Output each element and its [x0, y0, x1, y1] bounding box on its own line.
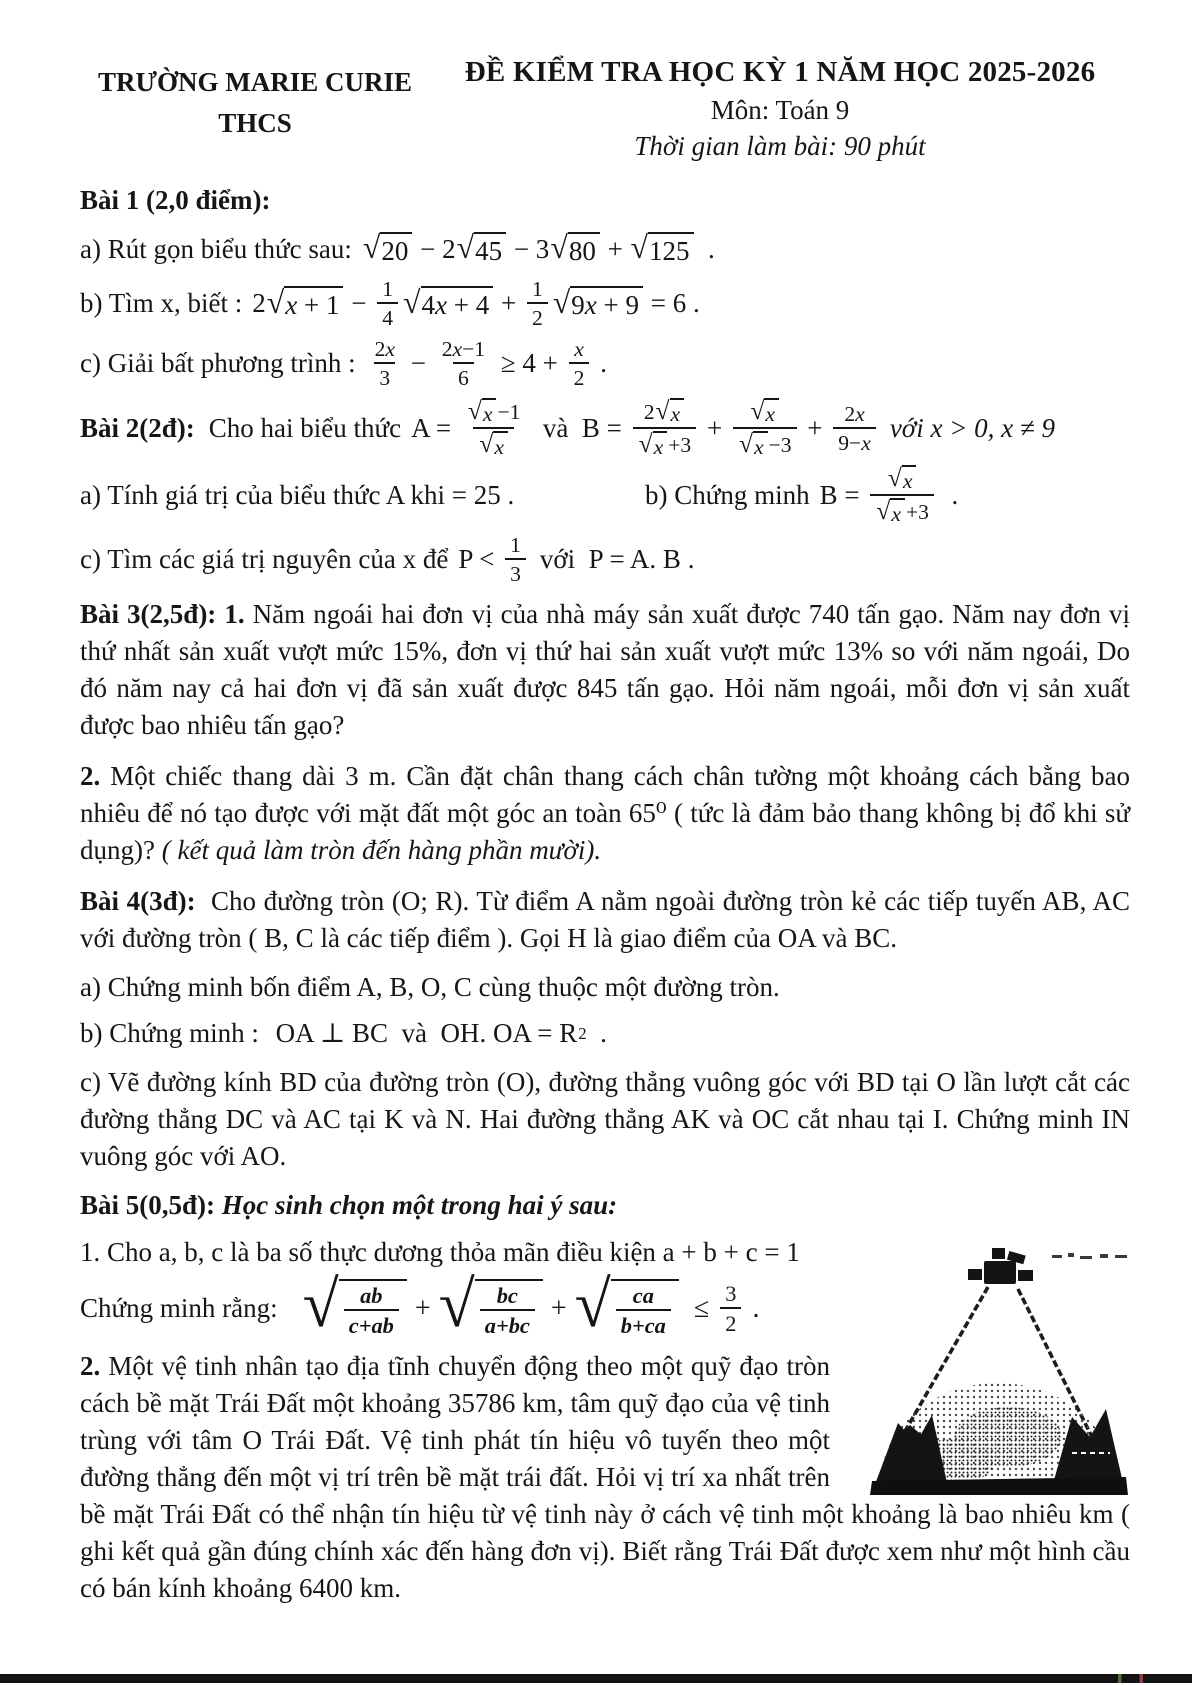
- problem-5-item-1: 1. Cho a, b, c là ba số thực dương thỏa mãn điều kiện a + b + c = 1: [80, 1236, 800, 1267]
- item-2-text: Một vệ tinh nhân tạo địa tĩnh chuyển động theo một quỹ đạo tròn cách bề mặt Trái Đất một khoảng 35786 km, tâm quỹ đạo của vệ tinh trùng với tâm O Trái Đất. Vệ tinh phát tín hiệu vô tuyến theo một đường thẳng đến một vị trí trên bề mặt trái đất. Hỏi vị trí xa nhất trên bề mặt Trái Đất có thể nhận tín hiệu từ vệ tinh này ở cách vệ tinh một khoảng là bao nhiêu km ( ghi kết quả gần đúng chính xác đến hàng đơn vị). Biết rằng Trái Đất được xem như một hình cầu có bán kính khoảng 6400 km.: [80, 1351, 1130, 1604]
- satellite-earth-illustration: [858, 1239, 1140, 1501]
- problem-2-number: Bài 2(2đ):: [80, 413, 195, 444]
- problem-4-heading: [80, 883, 1130, 957]
- subject-line: Môn: Toán 9: [710, 95, 850, 126]
- problem-1-item-a: [80, 227, 1130, 271]
- math-expression-2: A = √ x −1 √ x và B = 2 √ x √ x +3 + √ x √ x −3 + 2 x 9− x: [411, 398, 880, 459]
- problem-2-item-c: [80, 533, 1130, 586]
- item-c-label: c) Giải bất phương trình :: [80, 347, 356, 378]
- problem-3: [80, 596, 1130, 869]
- problem-1-item-b: [80, 277, 1130, 330]
- school-block: [80, 54, 430, 143]
- problem-4-item-c: c) Vẽ đường kính BD của đường tròn (O), đường thẳng vuông góc với BD tại O lần lượt cắt các đường thẳng DC và AC tại K và N. Hai đường thẳng AK và OC cắt nhau tại I. Chứng minh IN vuông góc với AO.: [80, 1066, 1130, 1171]
- problem-2-condition: với x > 0, x ≠ 9: [889, 413, 1055, 444]
- problem-5-heading: [80, 1187, 1130, 1224]
- problem-3-text: Năm ngoái hai đơn vị của nhà máy sản xuất được 740 tấn gạo. Năm nay đơn vị thứ nhất sản xuất vượt mức 15%, đơn vị thứ hai sản xuất vượt mức 13% so với năm ngoái, Do đó năm nay cả hai đơn vị đã sản xuất được 845 tấn gạo. Hỏi năm ngoái, mỗi đơn vị sản xuất được bao nhiêu tấn gạo?: [80, 598, 1131, 740]
- item-b-label: b) Chứng minh: [645, 480, 810, 511]
- exam-title: ĐỀ KIỂM TRA HỌC KỲ 1 NĂM HỌC 2025-2026: [464, 56, 1096, 88]
- item-c-post: với P = A. B .: [539, 543, 695, 574]
- problem-3-number: Bài 3(2,5đ): 1.: [80, 598, 245, 629]
- problem-4-number: Bài 4(3đ):: [80, 885, 196, 916]
- math-expression-2b: B = √ x √ x +3 .: [819, 462, 959, 527]
- problem-1-heading: Bài 1 (2,0 điểm):: [80, 185, 271, 216]
- scan-speckles: [1028, 1253, 1127, 1277]
- math-expression-1c: 2 x 3 − 2 x −1 6 ≥ 4 + $\frac{x}{2}$ .: [374, 336, 607, 390]
- part-2-text: Một chiếc thang dài 3 m. Cần đặt chân thang cách chân tường một khoảng cách bằng bao nhiêu để nó tạo được với mặt đất một góc an toàn 65⁰ ( tức là đảm bảo thang không bị đổ khi sử dụng)?: [80, 760, 1131, 865]
- math-expression-4b: OA ⊥ BC và OH. OA = R 2 .: [275, 1018, 607, 1049]
- title-block: [430, 54, 1130, 162]
- problem-4-item-b: [80, 1012, 1130, 1056]
- problem-2-items-ab: [80, 462, 1130, 527]
- scan-edge-bar: [0, 1674, 1192, 1683]
- item-2-number: 2.: [80, 1351, 101, 1382]
- problem-5: [80, 1187, 1130, 1607]
- problem-3-part-2: [80, 758, 1130, 869]
- problem-5-subheading: Học sinh chọn một trong hai ý sau:: [221, 1189, 618, 1220]
- math-expression-1a: √ 20 − 2 √ 45 − 3 √ 80 + √ 125 .: [362, 229, 715, 266]
- header: [80, 54, 1130, 162]
- item-a-label: a) Rút gọn biểu thức sau:: [80, 233, 352, 264]
- problem-2-heading: [80, 395, 1130, 460]
- math-expression-5: √ $\frac{ab}{c+ab}$ + √ $\frac{bc}{a+bc}$ + √ $\frac{ca}{b+ca}$ ≤ $\frac{3}{2}$ .: [302, 1267, 760, 1341]
- problem-5-number: Bài 5(0,5đ):: [80, 1189, 215, 1220]
- math-expression-1b: 2 √ x + 1 − $\frac{1}{4}$ √ 4 x + 4 + $\frac{1}{2}$ √ 9 x + 9 = 6 .: [252, 277, 700, 331]
- problem-4-item-a: a) Chứng minh bốn điểm A, B, O, C cùng thuộc một đường tròn.: [80, 971, 780, 1002]
- satellite-icon: [968, 1248, 1033, 1284]
- item-c-pre: c) Tìm các giá trị nguyên của x để: [80, 543, 449, 574]
- problem-2-intro: Cho hai biểu thức: [208, 413, 402, 444]
- school-name: TRƯỜNG MARIE CURIE: [97, 67, 412, 97]
- school-type: THCS: [218, 107, 292, 138]
- problem-4: [80, 883, 1130, 1175]
- problem-2: [80, 395, 1130, 586]
- part-2-number: 2.: [80, 760, 101, 791]
- math-expression-2c: P < $\frac{1}{3}$: [458, 533, 530, 586]
- problem-1-item-c: [80, 337, 1130, 390]
- proof-label: Chứng minh rằng:: [80, 1293, 278, 1324]
- item-b-label: b) Chứng minh :: [80, 1018, 266, 1049]
- item-a-text: a) Tính giá trị của biểu thức A khi = 25 .: [80, 480, 515, 511]
- duration-line: Thời gian làm bài: 90 phút: [634, 131, 926, 162]
- problem-1: [80, 182, 1130, 390]
- part-2-note: ( kết quả làm tròn đến hàng phần mười).: [161, 834, 602, 865]
- item-b-label: b) Tìm x, biết :: [80, 288, 243, 319]
- problem-3-part-1: [80, 596, 1130, 744]
- problem-4-intro: Cho đường tròn (O; R). Từ điểm A nằm ngoài đường tròn kẻ các tiếp tuyến AB, AC với đường tròn ( B, C là các tiếp điểm ). Gọi H là giao điểm của OA và BC.: [80, 885, 1130, 953]
